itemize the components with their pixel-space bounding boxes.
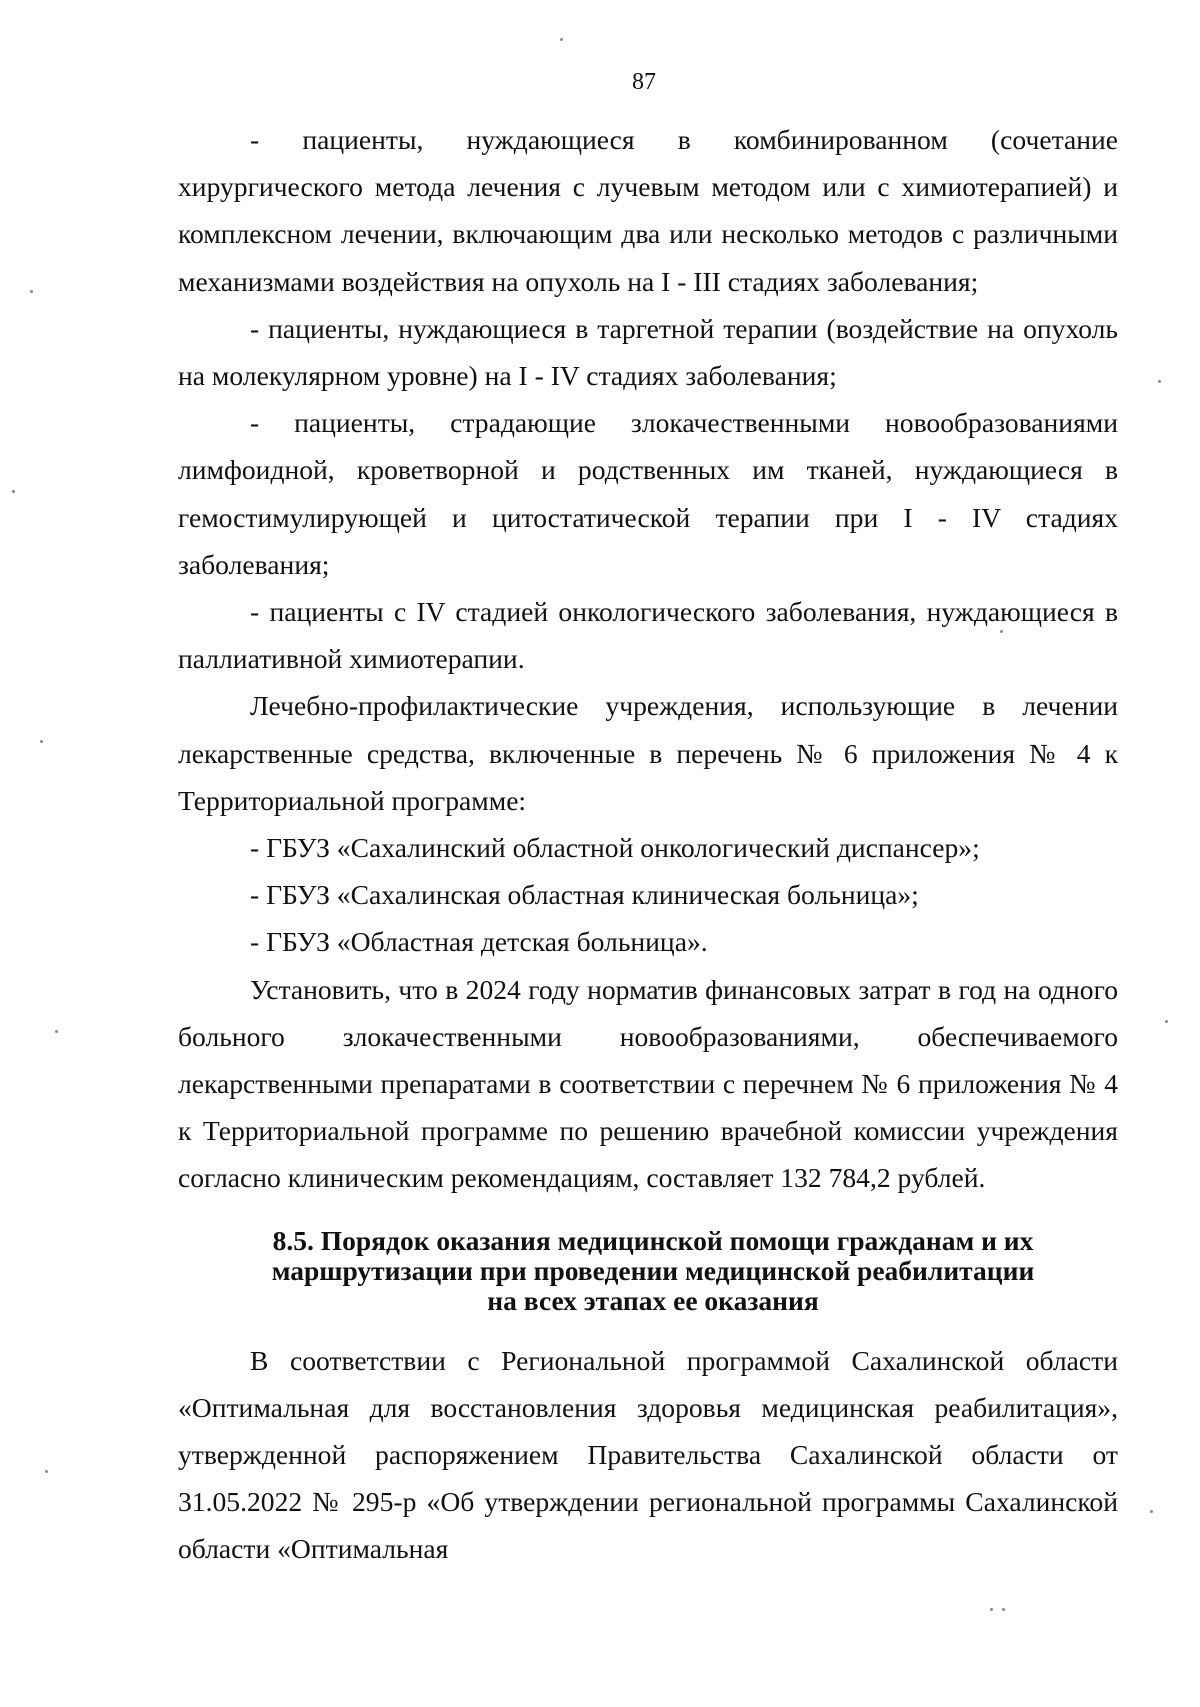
- paragraph-lymphoid-neoplasms: - пациенты, страдающие злокачественными новообразованиями лимфоидной, кроветворной и родственных им тканей, нуждающиеся в гемостимулирующей и цитостатической терапии при I - IV стадиях заболевания;: [178, 407, 1118, 580]
- scan-speck: [55, 1030, 58, 1033]
- section-heading: [178, 1226, 1118, 1316]
- scan-speck: [1158, 380, 1161, 383]
- scan-speck: [560, 38, 563, 41]
- scan-speck: [40, 740, 43, 743]
- paragraph-regional-program: В соответствии с Региональной программой Сахалинской области «Оптимальная для восстановления здоровья медицинская реабилитация», утвержденной распоряжением Правительства Сахалинской области от 31.05.2022 № 295-р «Об утверждении региональной программы Сахалинской области «Оптимальная: [178, 1344, 1118, 1565]
- paragraph-combined-treatment: - пациенты, нуждающиеся в комбинированном (сочетание хирургического метода лечения с лучевым методом или с химиотерапией) и комплексном лечении, включающим два или несколько методов с различными механизмами воздействия на опухоль на I - III стадиях заболевания;: [178, 124, 1118, 297]
- list-item-childrens-hospital: - ГБУЗ «Областная детская больница».: [250, 926, 708, 958]
- section-heading-line: маршрутизации при проведении медицинской реабилитации: [271, 1254, 1035, 1286]
- list-item-clinical-hospital: - ГБУЗ «Сахалинская областная клиническая больница»;: [250, 879, 919, 911]
- paragraph-palliative-chemotherapy: - пациенты с IV стадией онкологического заболевания, нуждающиеся в паллиативной химиотерапии.: [178, 596, 1118, 675]
- list-item-oncology-dispensary: - ГБУЗ «Сахалинский областной онкологический диспансер»;: [250, 832, 980, 864]
- section-heading-line: 8.5. Порядок оказания медицинской помощи гражданам и их: [272, 1224, 1034, 1256]
- paragraph-institutions-intro: Лечебно-профилактические учреждения, использующие в лечении лекарственные средства, включенные в перечень № 6 приложения № 4 к Территориальной программе:: [178, 690, 1118, 816]
- scan-speck: [990, 1608, 993, 1611]
- document-body: [178, 116, 1118, 1573]
- scan-speck: [1150, 1510, 1153, 1513]
- section-heading-line: на всех этапах ее оказания: [487, 1284, 819, 1316]
- page-number: 87: [632, 69, 656, 95]
- scan-speck: [1000, 630, 1003, 633]
- paragraph-cost-standard: Установить, что в 2024 году норматив финансовых затрат в год на одного больного злокачественными новообразованиями, обеспечиваемого лекарственными препаратами в соответствии с перечнем № 6 приложения № 4 к Территориальной программе по решению врачебной комиссии учреждения согласно клиническим рекомендациям, составляет 132 784,2 рублей.: [178, 973, 1118, 1194]
- scan-speck: [1002, 1608, 1005, 1611]
- paragraph-targeted-therapy: - пациенты, нуждающиеся в таргетной терапии (воздействие на опухоль на молекулярном уровне) на I - IV стадиях заболевания;: [178, 312, 1118, 392]
- scan-speck: [1165, 1020, 1168, 1023]
- scan-speck: [45, 1470, 48, 1473]
- scan-speck: [30, 290, 33, 293]
- scan-speck: [12, 490, 15, 493]
